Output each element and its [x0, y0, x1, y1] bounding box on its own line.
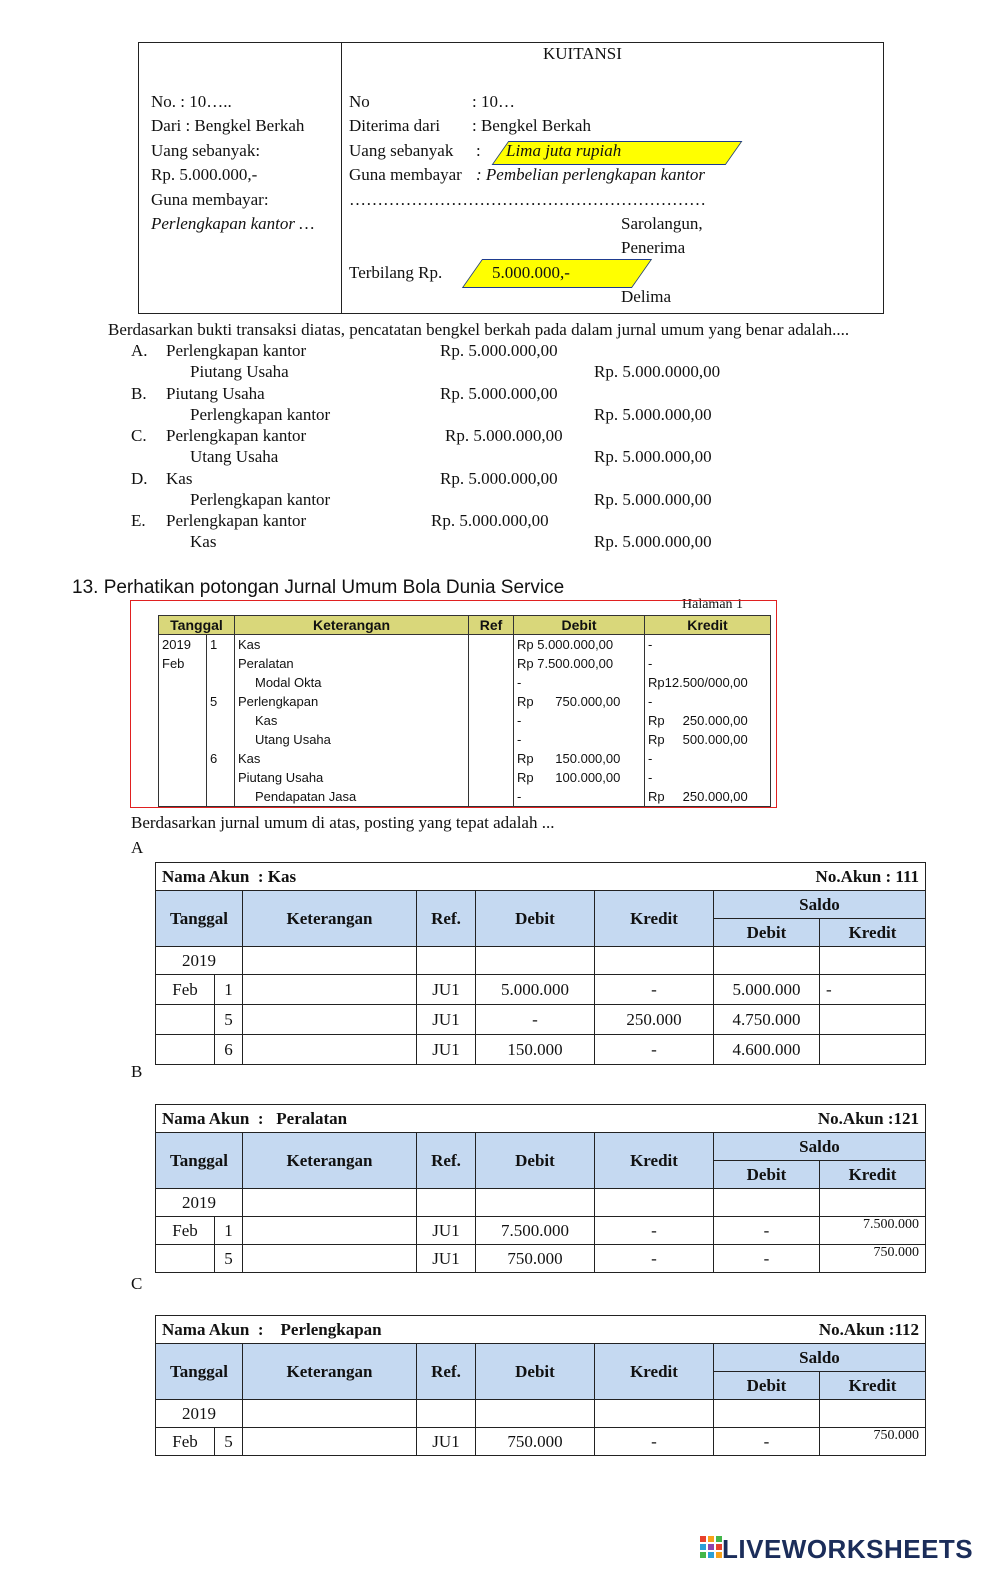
receipt-title: KUITANSI [543, 44, 622, 63]
ledger-empty-cell [820, 1189, 926, 1217]
receipt-uang-colon: : [476, 141, 481, 160]
ledger-empty-cell [476, 947, 595, 975]
receipt-left-guna-value: Perlengkapan kantor … [151, 214, 315, 233]
receipt-terbilang-label: Terbilang Rp. [349, 263, 443, 282]
ledger-cell-saldo-debit: 4.600.000 [714, 1035, 820, 1065]
ledger-empty-cell [417, 1400, 476, 1428]
option-credit-account: Kas [190, 532, 217, 551]
ledger-cell-keterangan [243, 1245, 417, 1273]
journal-cell-credit: - [645, 768, 771, 787]
ledger-cell-day: 5 [215, 1005, 243, 1035]
journal-row [159, 711, 771, 730]
journal-cell-credit: - [645, 692, 771, 711]
ledger-cell-kredit: - [595, 975, 714, 1005]
ledger-cell-saldo-debit: 5.000.000 [714, 975, 820, 1005]
journal-cell-description: Pendapatan Jasa [235, 787, 469, 807]
ledger-cell-saldo-debit: - [714, 1217, 820, 1245]
ledger-empty-cell [714, 1400, 820, 1428]
ledger-cell-debit: 750.000 [476, 1245, 595, 1273]
ledger-cell-month: Feb [156, 975, 215, 1005]
ledger-cell-debit: - [476, 1005, 595, 1035]
option-letter[interactable]: D. [131, 468, 148, 488]
ledger-cell-keterangan [243, 1035, 417, 1065]
journal-cell-description: Peralatan [235, 654, 469, 673]
ledger-cell-kredit: - [595, 1035, 714, 1065]
option-debit-account: Kas [166, 468, 193, 488]
ledger-cell-saldo-kredit: 750.000 [820, 1428, 926, 1456]
ledger-year-row [156, 1189, 926, 1217]
journal-cell-day [207, 787, 235, 807]
receipt-left-dari: Dari : Bengkel Berkah [151, 116, 305, 135]
ledger-table [155, 1315, 926, 1456]
ledger-cell-saldo-kredit: 7.500.000 [820, 1217, 926, 1245]
ledger-cell-kredit: 250.000 [595, 1005, 714, 1035]
ledger-empty-cell [417, 947, 476, 975]
ledger-year: 2019 [156, 947, 243, 975]
ledger-header-debit: Debit [476, 891, 595, 947]
journal-row [159, 730, 771, 749]
ledger-option-b[interactable]: B [131, 1062, 143, 1081]
journal-cell-description: Utang Usaha [235, 730, 469, 749]
question13-title: 13. Perhatikan potongan Jurnal Umum Bola Dunia Service [72, 577, 565, 598]
journal-cell-credit: Rp12.500/000,00 [645, 673, 771, 692]
ledger-cell-debit: 7.500.000 [476, 1217, 595, 1245]
ledger-header-saldo-debit: Debit [714, 919, 820, 947]
ledger-header-saldo: Saldo [714, 1344, 926, 1372]
option-debit-amount: Rp. 5.000.000,00 [440, 383, 558, 403]
journal-cell-ref [469, 654, 514, 673]
ledger-cell-month [156, 1035, 215, 1065]
ledger-cell-kredit: - [595, 1428, 714, 1456]
option-letter[interactable]: C. [131, 426, 147, 445]
journal-cell-credit: Rp 500.000,00 [645, 730, 771, 749]
receipt-left-guna-label: Guna membayar: [151, 190, 269, 209]
receipt-signer: Delima [621, 287, 672, 306]
option-credit-account: Perlengkapan kantor [190, 489, 331, 509]
option-debit-account: Perlengkapan kantor [166, 341, 307, 360]
journal-cell-debit: Rp 5.000.000,00 [514, 635, 645, 655]
journal-row [159, 749, 771, 768]
journal-row [159, 768, 771, 787]
option-credit-account: Perlengkapan kantor [190, 404, 331, 424]
journal-cell-debit: - [514, 711, 645, 730]
receipt-place: Sarolangun, [621, 214, 703, 233]
journal-cell-credit: - [645, 749, 771, 768]
option-credit-amount: Rp. 5.000.000,00 [594, 404, 712, 424]
option-debit-amount: Rp. 5.000.000,00 [445, 426, 563, 445]
ledger-cell-saldo-debit: 4.750.000 [714, 1005, 820, 1035]
ledger-cell-keterangan [243, 1217, 417, 1245]
receipt-diterima-label: Diterima dari [349, 116, 441, 135]
ledger-row [156, 975, 926, 1005]
journal-cell-ref [469, 768, 514, 787]
journal-cell-credit: Rp 250.000,00 [645, 711, 771, 730]
journal-cell-debit: - [514, 730, 645, 749]
journal-cell-month [159, 749, 207, 768]
ledger-title-row [156, 1105, 926, 1133]
journal-cell-day: 5 [207, 692, 235, 711]
ledger-cell-ref: JU1 [417, 1035, 476, 1065]
receipt-left-uang-label: Uang sebanyak: [151, 141, 261, 160]
ledger-empty-cell [595, 1189, 714, 1217]
journal-cell-day [207, 768, 235, 787]
ledger-account-number: No.Akun :112 [595, 1316, 926, 1344]
journal-cell-ref [469, 673, 514, 692]
ledger-header-ref: Ref. [417, 1133, 476, 1189]
ledger-option-c[interactable]: C [131, 1274, 143, 1293]
journal-row [159, 635, 771, 655]
option-debit-amount: Rp. 5.000.000,00 [440, 341, 558, 360]
receipt-diterima-value: : Bengkel Berkah [472, 116, 591, 135]
journal-header-keterangan: Keterangan [235, 616, 469, 635]
journal-cell-debit: - [514, 673, 645, 692]
journal-cell-month: 2019 [159, 635, 207, 655]
ledger-header-kredit: Kredit [595, 1133, 714, 1189]
ledger-header-debit: Debit [476, 1133, 595, 1189]
journal-row [159, 692, 771, 711]
logo-text: LIVEWORKSHEETS [722, 1533, 974, 1564]
ledger-header-saldo: Saldo [714, 891, 926, 919]
journal-header-ref: Ref [469, 616, 514, 635]
ledger-header-tanggal: Tanggal [156, 1133, 243, 1189]
ledger-header-saldo-debit: Debit [714, 1372, 820, 1400]
receipt-left-no: No. : 10….. [151, 92, 232, 111]
journal-row [159, 654, 771, 673]
ledger-cell-ref: JU1 [417, 1217, 476, 1245]
journal-cell-ref [469, 635, 514, 655]
journal-cell-description: Kas [235, 749, 469, 768]
ledger-row [156, 1245, 926, 1273]
ledger-title-row [156, 863, 926, 891]
ledger-cell-ref: JU1 [417, 1245, 476, 1273]
ledger-cell-day: 1 [215, 1217, 243, 1245]
ledger-cell-debit: 150.000 [476, 1035, 595, 1065]
journal-cell-description: Kas [235, 635, 469, 655]
ledger-header-saldo: Saldo [714, 1133, 926, 1161]
journal-cell-day [207, 730, 235, 749]
journal-cell-debit: Rp 7.500.000,00 [514, 654, 645, 673]
journal-cell-day [207, 673, 235, 692]
ledger-empty-cell [243, 947, 417, 975]
option-credit-amount: Rp. 5.000.000,00 [594, 447, 712, 466]
receipt-penerima: Penerima [621, 238, 686, 257]
option-credit-account: Piutang Usaha [190, 362, 289, 381]
ledger-header-kredit: Kredit [595, 891, 714, 947]
journal-cell-ref [469, 787, 514, 807]
ledger-cell-month [156, 1245, 215, 1273]
ledger-row [156, 1217, 926, 1245]
ledger-header-debit: Debit [476, 1344, 595, 1400]
journal-cell-debit: - [514, 787, 645, 807]
ledger-account-name: Nama Akun : Peralatan [156, 1105, 595, 1133]
liveworksheets-logo [700, 1534, 973, 1564]
receipt-no-label: No [349, 92, 370, 111]
journal-cell-ref [469, 711, 514, 730]
ledger-header-row [156, 891, 926, 919]
ledger-empty-cell [820, 947, 926, 975]
ledger-empty-cell [417, 1189, 476, 1217]
ledger-year-row [156, 947, 926, 975]
journal-cell-day: 6 [207, 749, 235, 768]
ledger-cell-month: Feb [156, 1217, 215, 1245]
journal-cell-ref [469, 692, 514, 711]
ledger-empty-cell [595, 1400, 714, 1428]
ledger-header-row [156, 1133, 926, 1161]
journal-cell-description: Piutang Usaha [235, 768, 469, 787]
ledger-cell-ref: JU1 [417, 975, 476, 1005]
ledger-header-keterangan: Keterangan [243, 1344, 417, 1400]
ledger-cell-saldo-kredit: - [820, 975, 926, 1005]
journal-cell-month [159, 787, 207, 807]
journal-cell-debit: Rp 100.000,00 [514, 768, 645, 787]
ledger-cell-keterangan [243, 1428, 417, 1456]
journal-header-tanggal: Tanggal [159, 616, 235, 635]
ledger-empty-cell [595, 947, 714, 975]
receipt-dots: ……………………………………………………… [349, 190, 706, 209]
journal-cell-month [159, 711, 207, 730]
ledger-account-number: No.Akun :121 [595, 1105, 926, 1133]
receipt-guna-value: : Pembelian perlengkapan kantor [476, 165, 705, 184]
option-debit-amount: Rp. 5.000.000,00 [431, 511, 549, 530]
ledger-cell-day: 5 [215, 1245, 243, 1273]
ledger-table [155, 862, 926, 1065]
option-credit-amount: Rp. 5.000.000,00 [594, 532, 712, 551]
ledger-cell-saldo-kredit [820, 1035, 926, 1065]
option-letter[interactable]: A. [131, 341, 148, 360]
receipt-uang-label: Uang sebanyak [349, 141, 454, 160]
journal-cell-month [159, 768, 207, 787]
ledger-header-ref: Ref. [417, 1344, 476, 1400]
ledger-cell-debit: 750.000 [476, 1428, 595, 1456]
journal-cell-day [207, 654, 235, 673]
journal-cell-debit: Rp 150.000,00 [514, 749, 645, 768]
ledger-cell-day: 6 [215, 1035, 243, 1065]
ledger-header-tanggal: Tanggal [156, 891, 243, 947]
option-credit-amount: Rp. 5.000.0000,00 [594, 362, 721, 381]
ledger-empty-cell [820, 1400, 926, 1428]
ledger-row [156, 1035, 926, 1065]
journal-cell-credit: - [645, 654, 771, 673]
ledger-cell-keterangan [243, 975, 417, 1005]
receipt-terbilang-value[interactable]: 5.000.000,- [492, 263, 570, 282]
journal-cell-description: Modal Okta [235, 673, 469, 692]
journal-header-debit: Debit [514, 616, 645, 635]
receipt-left-uang-value: Rp. 5.000.000,- [151, 165, 258, 184]
journal-cell-day [207, 711, 235, 730]
ledger-cell-saldo-kredit: 750.000 [820, 1245, 926, 1273]
ledger-empty-cell [243, 1400, 417, 1428]
ledger-account-name: Nama Akun : Kas [156, 863, 595, 891]
journal-page-label: Halaman 1 [682, 597, 744, 612]
question13-prompt: Berdasarkan jurnal umum di atas, posting yang tepat adalah ... [131, 813, 555, 832]
receipt-divider [341, 43, 342, 313]
question12-prompt: Berdasarkan bukti transaksi diatas, pencatatan bengkel berkah pada dalam jurnal umum yang benar adalah.... [108, 320, 850, 339]
ledger-cell-keterangan [243, 1005, 417, 1035]
ledger-empty-cell [714, 1189, 820, 1217]
journal-row [159, 673, 771, 692]
ledger-cell-month: Feb [156, 1428, 215, 1456]
option-letter[interactable]: E. [131, 511, 146, 530]
receipt-uang-value[interactable]: Lima juta rupiah [506, 141, 622, 160]
ledger-table [155, 1104, 926, 1273]
ledger-empty-cell [714, 947, 820, 975]
ledger-cell-ref: JU1 [417, 1428, 476, 1456]
ledger-title-row [156, 1316, 926, 1344]
ledger-cell-saldo-debit: - [714, 1428, 820, 1456]
journal-cell-credit: - [645, 635, 771, 655]
journal-body [159, 635, 771, 807]
ledger-row [156, 1428, 926, 1456]
ledger-header-tanggal: Tanggal [156, 1344, 243, 1400]
ledger-year: 2019 [156, 1400, 243, 1428]
option-debit-account: Perlengkapan kantor [166, 426, 307, 445]
ledger-cell-saldo-kredit [820, 1005, 926, 1035]
journal-cell-description: Perlengkapan [235, 692, 469, 711]
option-credit-amount: Rp. 5.000.000,00 [594, 489, 712, 509]
ledger-header-saldo-kredit: Kredit [820, 919, 926, 947]
journal-cell-ref [469, 730, 514, 749]
journal-cell-month [159, 673, 207, 692]
journal-cell-day: 1 [207, 635, 235, 655]
receipt-no-value: : 10… [472, 92, 515, 111]
journal-cell-credit: Rp 250.000,00 [645, 787, 771, 807]
ledger-year: 2019 [156, 1189, 243, 1217]
option-debit-account: Perlengkapan kantor [166, 511, 307, 530]
journal-cell-debit: Rp 750.000,00 [514, 692, 645, 711]
ledger-cell-kredit: - [595, 1217, 714, 1245]
ledger-cell-ref: JU1 [417, 1005, 476, 1035]
option-debit-amount: Rp. 5.000.000,00 [440, 468, 558, 488]
ledger-header-kredit: Kredit [595, 1344, 714, 1400]
ledger-account-name: Nama Akun : Perlengkapan [156, 1316, 595, 1344]
logo-blocks-icon [700, 1536, 722, 1562]
option-debit-account: Piutang Usaha [166, 383, 265, 403]
ledger-header-ref: Ref. [417, 891, 476, 947]
journal-cell-description: Kas [235, 711, 469, 730]
ledger-year-row [156, 1400, 926, 1428]
ledger-header-keterangan: Keterangan [243, 891, 417, 947]
option-letter[interactable]: B. [131, 383, 147, 403]
ledger-cell-saldo-debit: - [714, 1245, 820, 1273]
ledger-header-row [156, 1344, 926, 1372]
ledger-header-saldo-debit: Debit [714, 1161, 820, 1189]
journal-cell-month [159, 692, 207, 711]
ledger-header-keterangan: Keterangan [243, 1133, 417, 1189]
ledger-empty-cell [243, 1189, 417, 1217]
journal-cell-month: Feb [159, 654, 207, 673]
journal-table [158, 615, 771, 807]
option-credit-account: Utang Usaha [190, 447, 279, 466]
journal-cell-ref [469, 749, 514, 768]
ledger-cell-day: 1 [215, 975, 243, 1005]
ledger-header-saldo-kredit: Kredit [820, 1161, 926, 1189]
ledger-empty-cell [476, 1400, 595, 1428]
journal-header-kredit: Kredit [645, 616, 771, 635]
ledger-row [156, 1005, 926, 1035]
ledger-cell-day: 5 [215, 1428, 243, 1456]
ledger-empty-cell [476, 1189, 595, 1217]
journal-cell-month [159, 730, 207, 749]
ledger-option-a[interactable]: A [131, 838, 144, 857]
ledger-header-saldo-kredit: Kredit [820, 1372, 926, 1400]
receipt-guna-label: Guna membayar [349, 165, 462, 184]
ledger-cell-month [156, 1005, 215, 1035]
journal-row [159, 787, 771, 807]
ledger-cell-debit: 5.000.000 [476, 975, 595, 1005]
ledger-cell-kredit: - [595, 1245, 714, 1273]
ledger-account-number: No.Akun : 111 [595, 863, 926, 891]
